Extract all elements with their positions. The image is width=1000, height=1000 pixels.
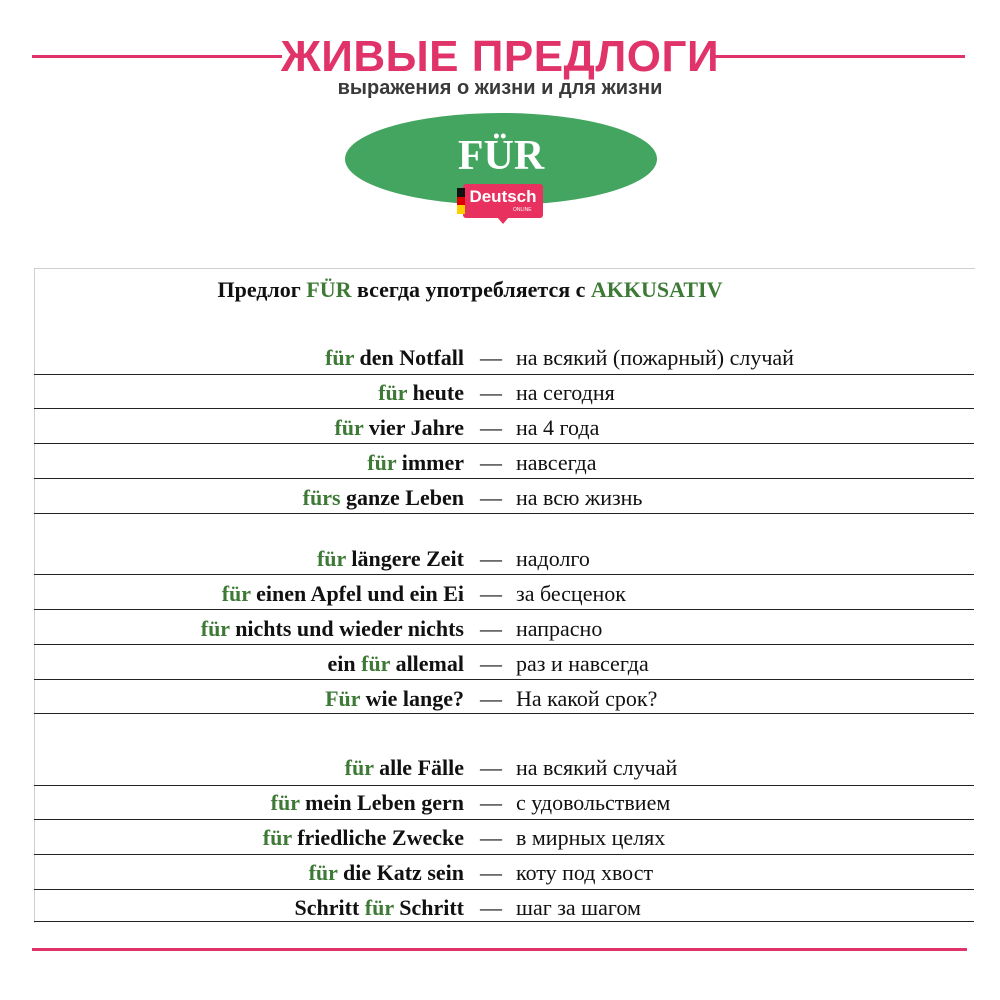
row-divider [34,679,974,680]
row-divider [34,513,974,514]
dash-separator: — [480,616,502,641]
russian-translation: за бесценок [516,581,626,606]
heading-case: AKKUSATIV [590,277,723,302]
badge-label: FÜR [457,133,545,179]
logo-speech-tail [497,217,509,224]
heading-text-2: всегда употребляется с [351,277,591,302]
phrase-rest: heute [407,380,464,405]
phrase-prefix: ein [327,651,362,676]
row-divider [34,854,974,855]
phrase-rest: ganze Leben [340,485,464,510]
row-divider [34,644,974,645]
russian-translation: раз и навсегда [516,651,649,676]
phrase-rest: die Katz sein [337,860,464,885]
row-divider [34,889,974,890]
russian-translation: на всякий случай [516,755,678,780]
table-row [34,376,974,410]
table-row [34,821,974,855]
table-row [34,786,974,820]
phrase-preposition: für [270,790,300,815]
heading-preposition: FÜR [306,277,352,302]
dash-separator: — [480,415,502,440]
row-divider [34,374,974,375]
russian-translation: на сегодня [516,380,615,405]
phrase-rest: den Notfall [354,345,464,370]
phrase-preposition: Für [325,686,361,711]
phrase-rest: immer [396,450,464,475]
russian-translation: коту под хвост [516,860,654,885]
russian-translation: навсегда [516,450,597,475]
logo-text: Deutsch [469,187,537,206]
russian-translation: с удовольствием [516,790,671,815]
phrase-preposition: für [344,755,374,780]
phrase-rest: wie lange? [360,686,464,711]
dash-separator: — [480,860,502,885]
phrase-rest: friedliche Zwecke [291,825,464,850]
phrase-preposition: für [221,581,251,606]
german-phrase [34,542,464,576]
phrase-preposition: für [308,860,338,885]
phrase-rest: mein Leben gern [299,790,464,815]
phrase-rest: nichts und wieder nichts [229,616,464,641]
dash-separator: — [480,380,502,405]
row-divider [34,443,974,444]
row-divider [34,921,974,922]
table-row [34,856,974,890]
german-phrase [34,411,464,445]
phrase-preposition: für [334,415,364,440]
phrase-rest: längere Zeit [345,546,464,571]
row-divider [34,408,974,409]
phrase-preposition: für [262,825,292,850]
dash-separator: — [480,345,502,370]
table-row [34,577,974,611]
phrase-preposition: für [325,345,354,370]
dash-separator: — [480,546,502,571]
russian-translation: в мирных целях [516,825,666,850]
dash-separator: — [480,825,502,850]
table-row [34,612,974,646]
phrase-rest: einen Apfel und ein Ei [250,581,464,606]
phrase-rest: vier Jahre [363,415,464,440]
page-subtitle: выражения о жизни и для жизни [337,77,663,99]
phrase-preposition: für [367,450,397,475]
russian-translation: напрасно [516,616,603,641]
table-row [34,751,974,785]
table-row [34,891,974,925]
german-phrase [34,821,464,855]
german-phrase [34,341,464,375]
dash-separator: — [480,450,502,475]
dash-separator: — [480,581,502,606]
german-phrase [34,446,464,480]
row-divider [34,478,974,479]
page-title: ЖИВЫЕ ПРЕДЛОГИ [280,32,720,81]
german-phrase [34,751,464,785]
german-phrase [34,682,464,716]
table-row [34,682,974,716]
dash-separator: — [480,485,502,510]
phrase-preposition: fürs [302,485,341,510]
russian-translation: на всякий (пожарный) случай [516,345,794,370]
dash-separator: — [480,790,502,815]
footer-divider [32,948,967,951]
row-divider [34,609,974,610]
dash-separator: — [480,895,502,920]
phrase-prefix: Schritt [294,895,365,920]
phrase-rest: Schritt [393,895,464,920]
heading-text-1: Предлог [217,277,307,302]
row-divider [34,819,974,820]
german-phrase [34,577,464,611]
deutsch-online-logo [457,182,545,226]
german-phrase [34,786,464,820]
russian-translation: шаг за шагом [516,895,641,920]
german-phrase [34,647,464,681]
phrase-rest: alle Fälle [373,755,464,780]
dash-separator: — [480,686,502,711]
logo-sub: ONLINE [513,207,532,213]
russian-translation: на всю жизнь [516,485,643,510]
phrase-preposition: für [378,380,408,405]
row-divider [34,713,974,714]
russian-translation: надолго [516,546,590,571]
german-phrase [34,612,464,646]
phrase-preposition: für [364,895,394,920]
table-row [34,647,974,681]
russian-translation: На какой срок? [516,686,658,711]
table-heading [0,272,940,308]
german-phrase [34,481,464,515]
table-row [34,481,974,515]
russian-translation: на 4 года [516,415,600,440]
german-phrase [34,376,464,410]
german-phrase [34,856,464,890]
phrase-preposition: für [200,616,230,641]
table-row [34,411,974,445]
dash-separator: — [480,755,502,780]
phrase-rest: allemal [390,651,464,676]
table-row [34,542,974,576]
phrase-preposition: für [316,546,346,571]
table-row [34,446,974,480]
row-divider [34,574,974,575]
german-phrase [34,891,464,925]
table-row [34,341,974,375]
phrase-preposition: für [361,651,391,676]
dash-separator: — [480,651,502,676]
